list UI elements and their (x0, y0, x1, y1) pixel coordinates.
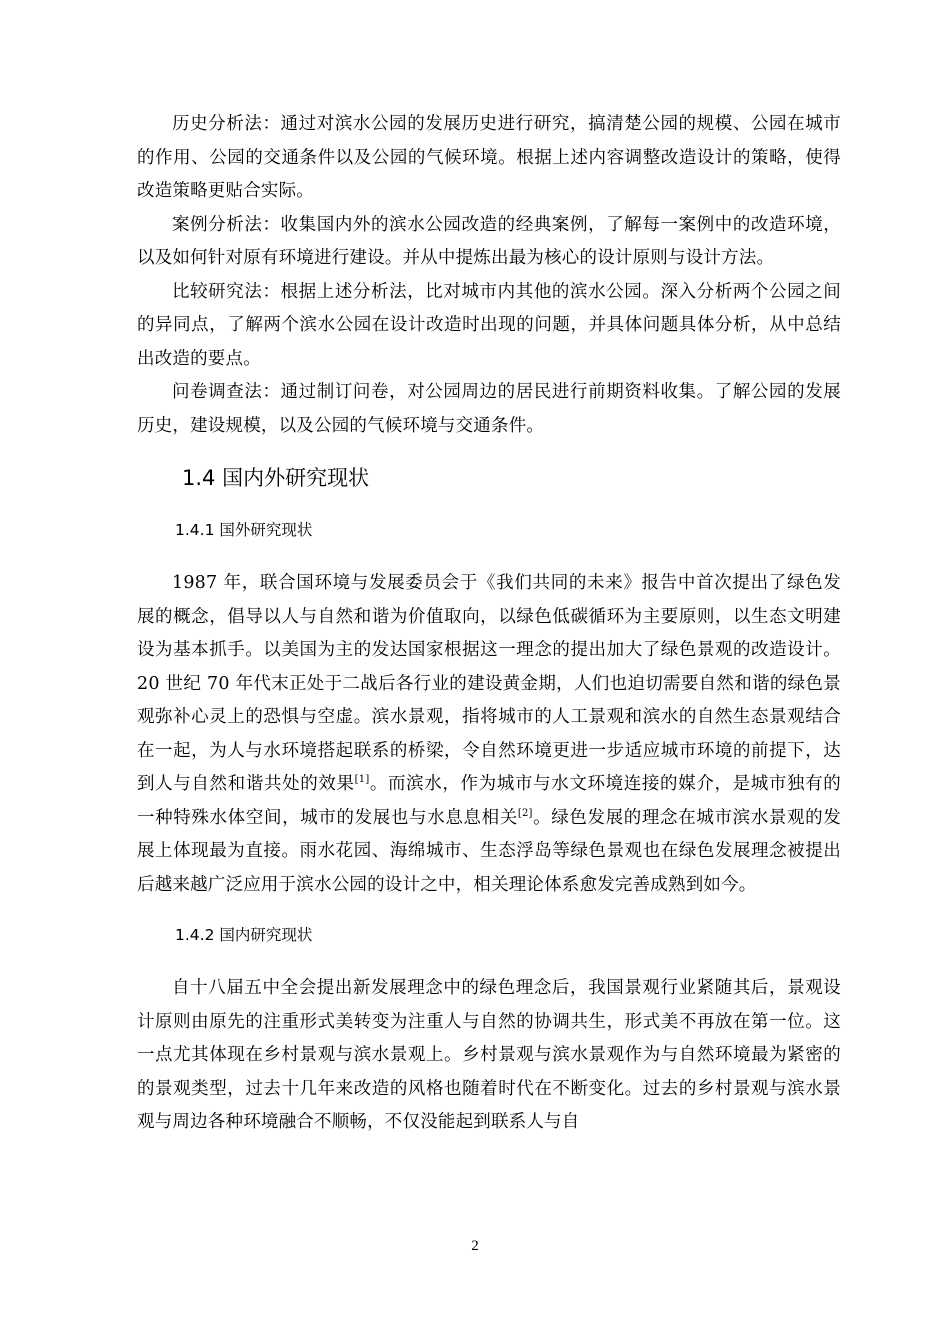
citation-ref-1: [1] (354, 774, 370, 786)
foreign-text-part2: 。而滨水，作为城市与水文环境连接的媒介，是城市独有的一种特殊水体空间，城市的发展也与水息息相关 (137, 774, 841, 828)
paragraph-case-analysis: 案例分析法：收集国内外的滨水公园改造的经典案例，了解每一案例中的改造环境，以及如何针对原有环境进行建设。并从中提炼出最为核心的设计原则与设计方法。 (137, 214, 841, 268)
page-content (137, 108, 841, 1140)
foreign-text-part3: 。绿色发展的理念在城市滨水景观的发展上体现最为直接。雨水花园、海绵城市、生态浮岛等绿色景观也在绿色发展理念被提出后越来越广泛应用于滨水公园的设计之中，相关理论体系愈发完善成熟到如今。 (137, 807, 841, 895)
subsection-heading-domestic: 1.4.2 国内研究现状 (175, 926, 313, 944)
section-heading: 1.4 国内外研究现状 (182, 466, 370, 490)
page-number: 2 (471, 1238, 479, 1254)
paragraph-foreign-research (137, 567, 841, 902)
foreign-text-part1: 1987 年，联合国环境与发展委员会于《我们共同的未来》报告中首次提出了绿色发展的概念，倡导以人与自然和谐为价值取向，以绿色低碳循环为主要原则，以生态文明建设为基本抓手。以美国为主的发达国家根据这一理念的提出加大了绿色景观的改造设计。20 世纪 70 年代末正处于二战后各行业的建设黄金期，人们也迫切需要自然和谐的绿色景观弥补心灵上的恐惧与空虚。滨水景观，指将城市的人工景观和滨水的自然生态景观结合在一起，为人与水环境搭起联系的桥梁，令自然环境更进一步适应城市环境的前提下，达到人与自然和谐共处的效果 (137, 573, 841, 794)
paragraph-domestic-research: 自十八届五中全会提出新发展理念中的绿色理念后，我国景观行业紧随其后，景观设计原则由原先的注重形式美转变为注重人与自然的协调共生，形式美不再放在第一位。这一点尤其体现在乡村景观与滨水景观上。乡村景观与滨水景观作为与自然环境最为紧密的的景观类型，过去十几年来改造的风格也随着时代在不断变化。过去的乡村景观与滨水景观与周边各种环境融合不顺畅，不仅没能起到联系人与自 (137, 978, 841, 1132)
subsection-heading-foreign: 1.4.1 国外研究现状 (175, 521, 313, 539)
paragraph-comparative-study: 比较研究法：根据上述分析法，比对城市内其他的滨水公园。深入分析两个公园之间的异同点，了解两个滨水公园在设计改造时出现的问题，并具体问题具体分析，从中总结出改造的要点。 (137, 281, 841, 369)
paragraph-historical-analysis: 历史分析法：通过对滨水公园的发展历史进行研究，搞清楚公园的规模、公园在城市的作用、公园的交通条件以及公园的气候环境。根据上述内容调整改造设计的策略，使得改造策略更贴合实际。 (137, 114, 841, 201)
citation-ref-2: [2] (517, 807, 533, 819)
paragraph-questionnaire: 问卷调查法：通过制订问卷，对公园周边的居民进行前期资料收集。了解公园的发展历史，建设规模，以及公园的气候环境与交通条件。 (137, 382, 841, 436)
